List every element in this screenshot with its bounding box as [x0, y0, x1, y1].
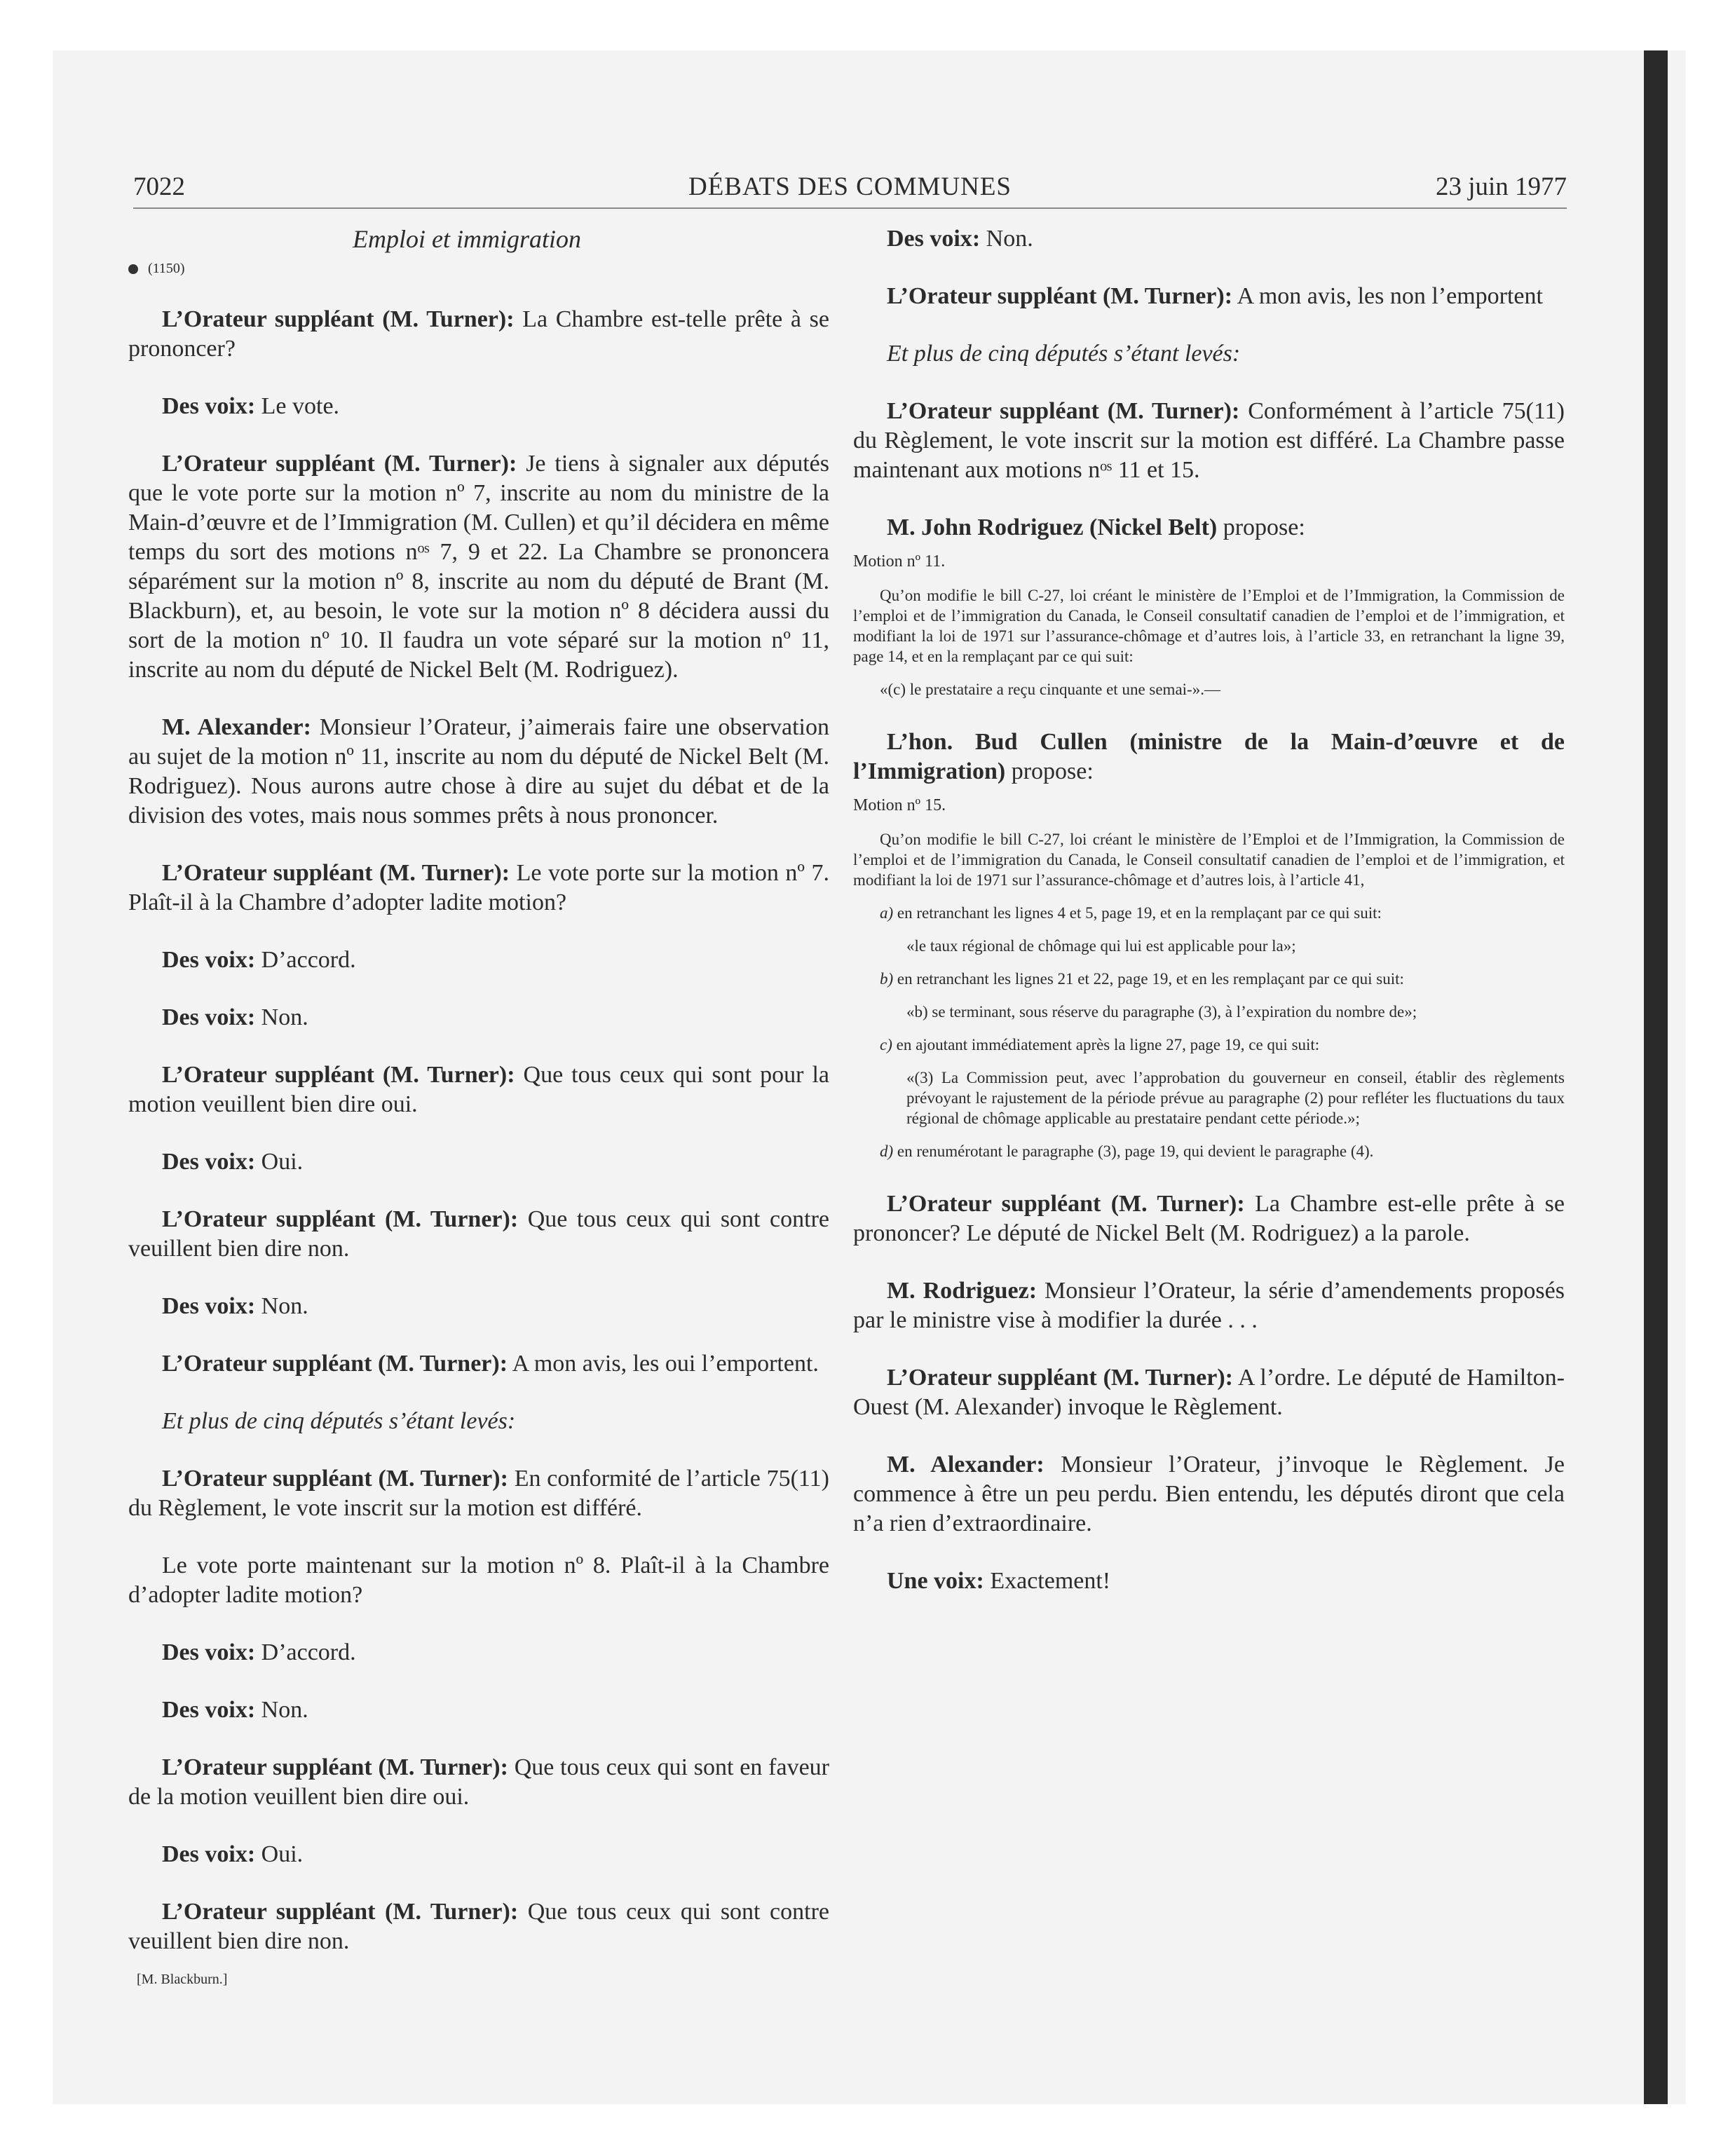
- speaker-name: M. Alexander:: [887, 1452, 1045, 1478]
- bullet-icon: [128, 264, 138, 274]
- speech-paragraph: [128, 1147, 829, 1177]
- speaker-name: L’Orateur suppléant (M. Turner):: [162, 306, 515, 332]
- timestamp-marker: [128, 261, 829, 277]
- publication-date: 23 juin 1977: [1435, 172, 1567, 201]
- speech-text: Que tous ceux qui sont contre veuillent bien dire non.: [128, 1206, 830, 1262]
- speech-paragraph: [128, 1897, 829, 1956]
- speech-text: A mon avis, les non l’emportent: [1232, 283, 1543, 309]
- speaker-name: Des voix:: [162, 1293, 256, 1319]
- motion-text: Qu’on modifie le bill C-27, loi créant le ministère de l’Emploi et de l’Immigration, la Commission de l’emploi et de l’immigration du Canada, le Conseil consultatif canadien de l’emploi et de l’immigration, et modifiant la loi de 1971 sur l’assurance-chômage et d’autres lois, à l’article 41,: [853, 831, 1565, 889]
- speech-text: Exactement!: [984, 1568, 1111, 1594]
- speech-paragraph: [128, 946, 829, 975]
- speech-paragraph: [853, 1450, 1565, 1538]
- publication-title: DÉBATS DES COMMUNES: [688, 172, 1012, 201]
- speech-text: Je tiens à signaler aux députés que le vote porte sur la motion nº 7, inscrite au nom du ministre de la Main-d’œuvre et de l’Immigration (M. Cullen) et qu’il décidera en même temps du sort des motions nᵒˢ 7, 9 et 22. La Chambre se prononcera séparément sur la motion nº 8, inscrite au nom du député de Brant (M. Blackburn), et, au besoin, le vote sur la motion nº 8 décidera aussi du sort de la motion nº 10. Il faudra un vote séparé sur la motion nº 11, inscrite au nom du député de Nickel Belt (M. Rodriguez).: [128, 451, 829, 683]
- motion-item: [853, 1035, 1565, 1055]
- speech-paragraph: [853, 728, 1565, 786]
- page-number: 7022: [133, 172, 185, 201]
- speaker-name: Des voix:: [162, 1639, 256, 1665]
- speech-text: En conformité de l’article 75(11) du Règlement, le vote inscrit sur la motion est différé.: [128, 1466, 829, 1521]
- motion-item: [853, 969, 1565, 989]
- speech-paragraph: [128, 713, 829, 831]
- speech-paragraph: [853, 1189, 1565, 1248]
- speech-paragraph: Le vote porte maintenant sur la motion nº 8. Plaît-il à la Chambre d’adopter ladite motion?: [128, 1553, 829, 1608]
- speech-text: Monsieur l’Orateur, la série d’amendements proposés par le ministre vise à modifier la durée . . .: [853, 1278, 1565, 1333]
- speech-paragraph: [853, 1363, 1565, 1422]
- speaker-name: L’Orateur suppléant (M. Turner):: [162, 451, 517, 477]
- scan-edge-shadow: [1644, 50, 1668, 2104]
- speaker-name: L’hon. Bud Cullen (ministre de la Main-d’œuvre et de l’Immigration): [853, 729, 1565, 784]
- item-letter: d): [880, 1142, 894, 1160]
- motion-quote: «(c) le prestataire a reçu cinquante et une semai-».—: [880, 681, 1220, 698]
- speech-paragraph: [128, 449, 829, 685]
- header-rule: [133, 207, 1567, 209]
- item-letter: c): [880, 1036, 892, 1053]
- speaker-name: Des voix:: [162, 1149, 256, 1175]
- motion-label: Motion nº 15.: [853, 796, 946, 814]
- speech-paragraph: [853, 1567, 1565, 1596]
- speech-text: La Chambre est-elle prête à se prononcer? Le député de Nickel Belt (M. Rodriguez) a la parole.: [853, 1191, 1565, 1246]
- speech-paragraph: [128, 1464, 829, 1523]
- speech-text: Conformément à l’article 75(11) du Règlement, le vote inscrit sur la motion est différé. La Chambre passe maintenant aux motions nᵒˢ 11 et 15.: [853, 398, 1565, 483]
- procedural-note: Et plus de cinq députés s’étant levés:: [887, 341, 1241, 367]
- item-text: en retranchant les lignes 4 et 5, page 19, et en la remplaçant par ce qui suit:: [893, 904, 1382, 922]
- speech-paragraph: [128, 1638, 829, 1667]
- speaker-name: L’Orateur suppléant (M. Turner):: [887, 398, 1240, 424]
- speech-text: Oui.: [255, 1841, 304, 1867]
- speech-text: Monsieur l’Orateur, j’aimerais faire une observation au sujet de la motion nº 11, inscrite au nom du député de Nickel Belt (M. Rodriguez). Nous aurons autre chose à dire au sujet du débat et de la division des votes, mais nous sommes prêts à nous prononcer.: [128, 714, 829, 828]
- speech-text: A mon avis, les oui l’emportent.: [508, 1351, 819, 1377]
- speaker-name: L’Orateur suppléant (M. Turner):: [162, 1899, 519, 1925]
- speech-text: Non.: [980, 226, 1033, 252]
- speaker-name: L’Orateur suppléant (M. Turner):: [162, 860, 510, 886]
- speaker-name: Des voix:: [887, 226, 981, 252]
- speech-paragraph: [128, 1003, 829, 1032]
- speech-paragraph: [128, 1205, 829, 1264]
- speaker-name: Des voix:: [162, 393, 256, 419]
- item-text: en renumérotant le paragraphe (3), page 19, qui devient le paragraphe (4).: [893, 1142, 1374, 1160]
- speaker-name: L’Orateur suppléant (M. Turner):: [887, 1365, 1233, 1391]
- speech-paragraph: [128, 859, 829, 917]
- speaker-name: Une voix:: [887, 1568, 984, 1594]
- speech-paragraph: [128, 1349, 829, 1379]
- speaker-name: L’Orateur suppléant (M. Turner):: [162, 1351, 508, 1377]
- speaker-footnote: [M. Blackburn.]: [137, 1972, 228, 1987]
- speaker-name: L’Orateur suppléant (M. Turner):: [887, 1191, 1245, 1217]
- speech-paragraph: [128, 392, 829, 421]
- speech-paragraph: [128, 1753, 829, 1812]
- speaker-name: Des voix:: [162, 1841, 256, 1867]
- motion-label: Motion nº 11.: [853, 552, 946, 571]
- motion-quote: «b) se terminant, sous réserve du paragraphe (3), à l’expiration du nombre de»;: [906, 1003, 1417, 1021]
- speech-text: propose:: [1005, 758, 1094, 784]
- speaker-name: M. Rodriguez:: [887, 1278, 1037, 1304]
- speech-text: D’accord.: [255, 1639, 356, 1665]
- speech-text: Le vote porte sur la motion nº 7. Plaît-il à la Chambre d’adopter ladite motion?: [128, 860, 829, 915]
- speaker-name: L’Orateur suppléant (M. Turner):: [162, 1754, 508, 1780]
- motion-text: Qu’on modifie le bill C-27, loi créant le ministère de l’Emploi et de l’Immigration, la Commission de l’emploi et de l’immigration du Canada, le Conseil consultatif canadien de l’emploi et de l’immigration, et modifiant la loi de 1971 sur l’assurance-chômage et d’autres lois, à l’article 33, en retranchant la ligne 39, page 14, et en la remplaçant par ce qui suit:: [853, 587, 1565, 665]
- speaker-name: M. John Rodriguez (Nickel Belt): [887, 514, 1218, 540]
- item-letter: a): [880, 904, 894, 922]
- speech-text: La Chambre est-telle prête à se prononcer?: [128, 306, 829, 362]
- speaker-name: M. Alexander:: [162, 714, 311, 740]
- timestamp: (1150): [148, 261, 185, 276]
- speech-paragraph: [853, 282, 1565, 311]
- speech-text: Que tous ceux qui sont pour la motion veuillent bien dire oui.: [128, 1062, 829, 1117]
- speaker-name: L’Orateur suppléant (M. Turner):: [162, 1062, 515, 1088]
- motion-item: [853, 1141, 1565, 1161]
- speech-paragraph: [853, 397, 1565, 485]
- speech-text: Non.: [255, 1004, 308, 1030]
- speaker-name: L’Orateur suppléant (M. Turner):: [887, 283, 1233, 309]
- speaker-name: Des voix:: [162, 1004, 256, 1030]
- left-column: [128, 224, 829, 1988]
- right-column: [853, 224, 1565, 1624]
- speaker-name: Des voix:: [162, 947, 256, 973]
- speech-text: A l’ordre. Le député de Hamilton-Ouest (M. Alexander) invoque le Règlement.: [853, 1365, 1565, 1420]
- speech-paragraph: [853, 1276, 1565, 1335]
- speaker-name: L’Orateur suppléant (M. Turner):: [162, 1206, 519, 1232]
- speech-text: Que tous ceux qui sont contre veuillent bien dire non.: [128, 1899, 830, 1954]
- motion-item: [853, 903, 1565, 923]
- motion-quote: «(3) La Commission peut, avec l’approbation du gouverneur en conseil, établir des règlements prévoyant le rajustement de la période prévue au paragraphe (2) pour refléter les fluctuations du taux régional de chômage applicable au prestataire pendant cette période.»;: [906, 1069, 1565, 1127]
- speaker-name: Des voix:: [162, 1697, 256, 1723]
- speaker-name: L’Orateur suppléant (M. Turner):: [162, 1466, 508, 1492]
- speech-text: propose:: [1217, 514, 1305, 540]
- speech-paragraph: [128, 1840, 829, 1869]
- speech-paragraph: [853, 513, 1565, 543]
- speech-text: D’accord.: [255, 947, 356, 973]
- page-header: [133, 172, 1567, 207]
- speech-text: Monsieur l’Orateur, j’invoque le Règlement. Je commence à être un peu perdu. Bien entendu, les députés diront que cela n’a rien d’extraordinaire.: [853, 1452, 1565, 1536]
- section-title: Emploi et immigration: [353, 225, 581, 253]
- motion-quote: «le taux régional de chômage qui lui est applicable pour la»;: [906, 937, 1296, 955]
- procedural-note: Et plus de cinq députés s’étant levés:: [162, 1408, 516, 1434]
- speech-paragraph: [128, 1696, 829, 1725]
- speech-paragraph: [128, 1292, 829, 1321]
- speech-text: Non.: [255, 1697, 308, 1723]
- speech-text: Non.: [255, 1293, 308, 1319]
- speech-text: Oui.: [255, 1149, 304, 1175]
- item-text: en retranchant les lignes 21 et 22, page 19, et en les remplaçant par ce qui suit:: [893, 970, 1404, 988]
- speech-text: Le vote.: [255, 393, 340, 419]
- item-letter: b): [880, 970, 894, 988]
- item-text: en ajoutant immédiatement après la ligne 27, page 19, ce qui suit:: [892, 1036, 1320, 1053]
- speech-text: Que tous ceux qui sont en faveur de la motion veuillent bien dire oui.: [128, 1754, 829, 1810]
- speech-paragraph: [128, 305, 829, 364]
- speech-paragraph: [128, 1060, 829, 1119]
- speech-paragraph: [853, 224, 1565, 254]
